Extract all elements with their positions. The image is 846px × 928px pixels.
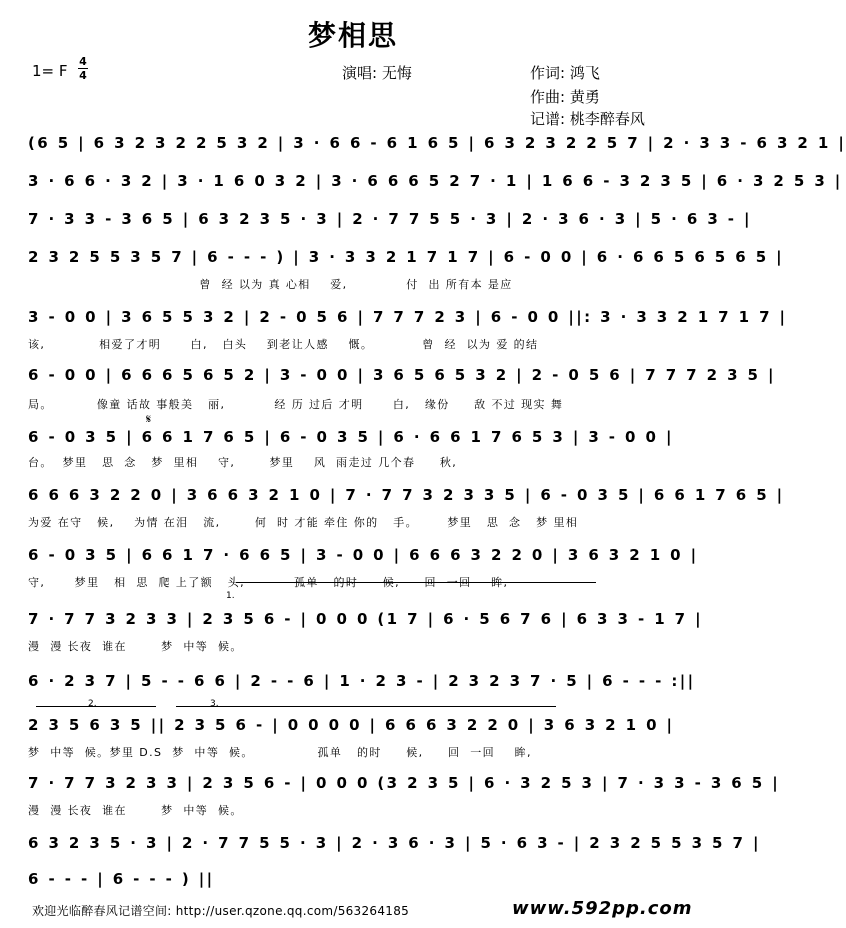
composer-credit: 作曲: 黄勇 [530,88,600,106]
score-row-9: 6 - 0 3 5 | 6 6 1 7 · 6 6 5 | 3 - 0 0 | 6 6 6 3 2 2 0 | 3 6 3 2 1 0 | [28,546,699,564]
volta-bracket-1 [236,582,596,583]
volta-number-1: 1. [226,591,235,601]
segno-sign: 𝄋 [146,412,152,426]
lyric-line-2: 该, 相爱了才明 白, 白头 到老让人感 慨。 曾 经 以为 爱 的结 [28,338,539,351]
score-row-5: 3 - 0 0 | 3 6 5 5 3 2 | 2 - 0 5 6 | 7 7 7 2 3 | 6 - 0 0 ||: 3 · 3 3 2 1 7 1 7 | [28,308,788,326]
lyric-line-3: 局。 像童 话故 事般美 丽, 经 历 过后 才明 白, 缘份 敌 不过 现实 舞 [28,398,564,411]
score-row-13: 7 · 7 7 3 2 3 3 | 2 3 5 6 - | 0 0 0 (3 2 3 5 | 6 · 3 2 5 3 | 7 · 3 3 - 3 6 5 | [28,774,781,792]
score-row-14: 6 3 2 3 5 · 3 | 2 · 7 7 5 5 · 3 | 2 · 3 6 · 3 | 5 · 6 3 - | 2 3 2 5 5 3 5 7 | [28,834,761,852]
key-signature: 1= F [32,62,68,80]
score-row-6: 6 - 0 0 | 6 6 6 5 6 5 2 | 3 - 0 0 | 3 6 5 6 5 3 2 | 2 - 0 5 6 | 7 7 7 2 3 5 | [28,366,776,384]
volta-number-2: 2. [88,699,97,709]
volta-bracket-3 [176,706,556,707]
footer-site-link[interactable]: 欢迎光临醉春风记谱空间: http://user.qzone.qq.com/563264185 [32,904,410,918]
lyric-line-9: 漫 漫 长夜 谁在 梦 中等 候。 [28,804,243,817]
lyric-line-5: 为爱 在守 候, 为情 在泪 流, 何 时 才能 牵住 你的 手。 梦里 思 念 梦 里相 [28,516,579,529]
footer-watermark: www.592pp.com [512,898,693,919]
transcriber-credit: 记谱: 桃李醉春风 [530,110,645,128]
time-denominator: 4 [79,69,87,82]
score-row-4: 2 3 2 5 5 3 5 7 | 6 - - - ) | 3 · 3 3 2 1 7 1 7 | 6 - 0 0 | 6 · 6 6 5 6 5 6 5 | [28,248,785,266]
time-numerator: 4 [79,55,87,68]
lyric-line-7: 漫 漫 长夜 谁在 梦 中等 候。 [28,640,243,653]
volta-number-3: 3. [210,699,219,709]
lyric-line-1: 曾 经 以为 真 心相 爱, 付 出 所有本 是应 [28,278,513,291]
lyric-line-6: 守, 梦里 相 思 爬 上了额 头, 孤单 的时 候, 回 一回 眸, [28,576,509,589]
score-row-7: 6 - 0 3 5 | 6 6 1 7 6 5 | 6 - 0 3 5 | 6 · 6 6 1 7 6 5 3 | 3 - 0 0 | [28,428,674,446]
lyric-line-8: 梦 中等 候。梦里 D.S 梦 中等 候。 孤单 的时 候, 回 一回 眸, [28,746,532,759]
song-title: 梦相思 [307,19,398,52]
lyric-line-4: 台。 梦里 思 念 梦 里相 守, 梦里 风 雨走过 几个春 秋, [28,456,458,469]
score-row-2: 3 · 6 6 · 3 2 | 3 · 1 6 0 3 2 | 3 · 6 6 6 5 2 7 · 1 | 1 6 6 - 3 2 3 5 | 6 · 3 2 5 3 | [28,172,843,190]
score-row-15: 6 - - - | 6 - - - ) || [28,870,215,888]
score-row-12: 2 3 5 6 3 5 || 2 3 5 6 - | 0 0 0 0 | 6 6 6 3 2 2 0 | 3 6 3 2 1 0 | [28,716,675,734]
score-row-10: 7 · 7 7 3 2 3 3 | 2 3 5 6 - | 0 0 0 (1 7 | 6 · 5 6 7 6 | 6 3 3 - 1 7 | [28,610,704,628]
singer-credit: 演唱: 无悔 [342,64,412,82]
score-row-11: 6 · 2 3 7 | 5 - - 6 6 | 2 - - 6 | 1 · 2 3 - | 2 3 2 3 7 · 5 | 6 - - - :|| [28,672,696,690]
time-signature [78,56,88,81]
lyricist-credit: 作词: 鸿飞 [530,64,600,82]
score-row-3: 7 · 3 3 - 3 6 5 | 6 3 2 3 5 · 3 | 2 · 7 7 5 5 · 3 | 2 · 3 6 · 3 | 5 · 6 3 - | [28,210,752,228]
score-row-1: (6 5 | 6 3 2 3 2 2 5 3 2 | 3 · 6 6 - 6 1 6 5 | 6 3 2 3 2 2 5 7 | 2 · 3 3 - 6 3 2 1 | [28,134,846,152]
score-row-8: 6 6 6 3 2 2 0 | 3 6 6 3 2 1 0 | 7 · 7 7 3 2 3 3 5 | 6 - 0 3 5 | 6 6 1 7 6 5 | [28,486,785,504]
